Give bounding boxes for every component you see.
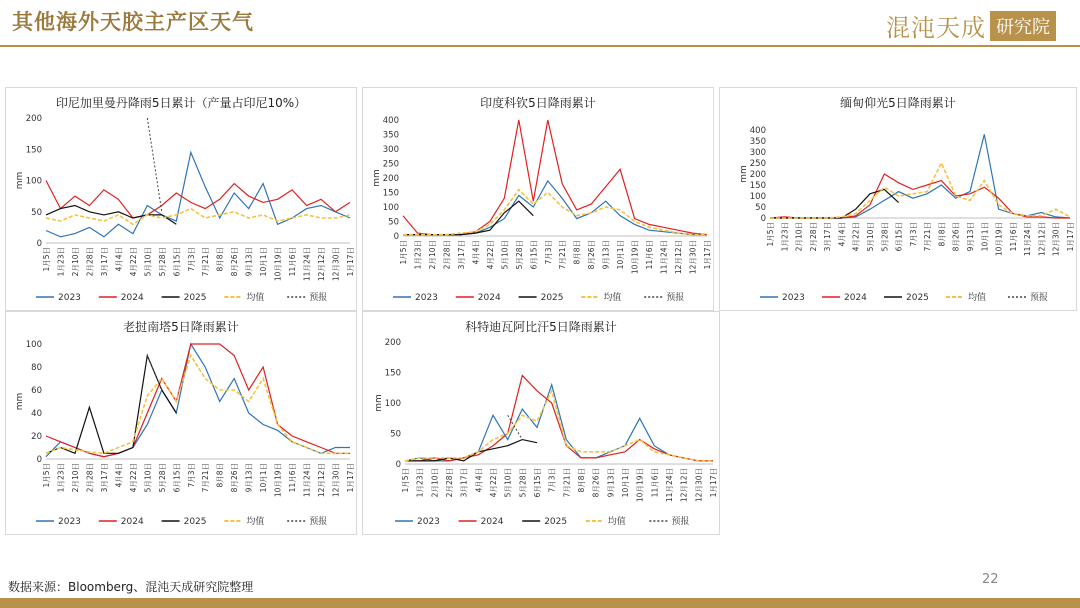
legend-label: 2023 <box>58 517 81 527</box>
x-tick-label: 7月3日 <box>908 222 918 247</box>
y-tick-label: 150 <box>384 368 401 379</box>
x-tick-label: 11月24日 <box>665 468 674 503</box>
y-tick-label: 0 <box>393 232 399 242</box>
series-line-2024 <box>46 344 350 457</box>
x-tick-label: 5月28日 <box>518 468 528 498</box>
page-title: 其他海外天胶主产区天气 <box>12 9 254 34</box>
x-tick-label: 1月5日 <box>42 247 51 272</box>
x-tick-label: 5月28日 <box>880 222 890 252</box>
x-tick-label: 11月6日 <box>645 240 655 270</box>
y-tick-label: 50 <box>390 429 401 440</box>
x-tick-label: 1月5日 <box>401 468 410 493</box>
x-tick-label: 10月19日 <box>635 468 645 503</box>
chart-title: 缅甸仰光5日降雨累计 <box>840 96 956 110</box>
legend-label: 2023 <box>58 293 81 303</box>
x-tick-label: 8月26日 <box>951 222 961 252</box>
x-tick-label: 3月17日 <box>456 240 466 270</box>
chart-title: 老挝南塔5日降雨累计 <box>123 320 239 334</box>
x-tick-label: 10月1日 <box>616 240 626 270</box>
x-tick-label: 1月17日 <box>709 468 718 498</box>
series-line-2023 <box>46 152 350 236</box>
legend-label: 2025 <box>544 517 568 527</box>
x-tick-label: 5月10日 <box>143 463 153 493</box>
x-tick-label: 10月19日 <box>273 463 283 498</box>
y-tick-label: 100 <box>749 192 766 202</box>
x-tick-label: 4月4日 <box>114 463 124 488</box>
x-tick-label: 8月8日 <box>215 247 225 272</box>
x-tick-label: 2月10日 <box>794 222 804 252</box>
series-line-2023 <box>770 134 1070 218</box>
legend-label: 2025 <box>540 293 564 303</box>
x-tick-label: 10月1日 <box>259 247 269 277</box>
legend-label: 2024 <box>120 293 144 303</box>
y-tick-label: 200 <box>749 170 766 180</box>
company-logo <box>886 8 1056 43</box>
x-tick-label: 1月5日 <box>42 463 51 488</box>
y-tick-label: 250 <box>749 159 766 169</box>
series-line-均值 <box>403 190 707 235</box>
y-tick-label: 60 <box>31 386 42 396</box>
x-tick-label: 1月23日 <box>780 222 790 252</box>
chart-svg <box>363 88 713 310</box>
x-tick-label: 6月15日 <box>529 240 539 270</box>
logo-text: 混沌天成 <box>886 14 986 42</box>
x-tick-label: 1月23日 <box>56 463 66 493</box>
x-tick-label: 4月4日 <box>471 240 481 265</box>
x-tick-label: 4月22日 <box>851 222 861 252</box>
x-tick-label: 1月5日 <box>399 240 408 265</box>
x-tick-label: 11月6日 <box>288 463 298 493</box>
y-tick-label: 0 <box>36 455 42 465</box>
x-tick-label: 11月24日 <box>302 463 312 498</box>
legend-label: 预报 <box>666 293 685 303</box>
legend-label: 预报 <box>309 517 328 527</box>
x-tick-label: 2月10日 <box>70 247 80 277</box>
x-tick-label: 10月1日 <box>621 468 630 498</box>
x-tick-label: 7月21日 <box>923 222 933 252</box>
x-tick-label: 8月26日 <box>230 463 240 493</box>
chart-svg <box>6 312 356 534</box>
x-tick-label: 7月3日 <box>186 247 196 272</box>
x-tick-label: 12月30日 <box>688 240 698 275</box>
x-tick-label: 2月28日 <box>445 468 454 498</box>
x-tick-label: 9月13日 <box>966 222 975 252</box>
x-tick-label: 2月10日 <box>427 240 437 270</box>
logo-box: 研究院 <box>990 11 1056 41</box>
legend-label: 2023 <box>782 293 805 303</box>
y-tick-label: 150 <box>25 145 42 156</box>
footer-bar <box>0 598 1080 608</box>
chart-panel-abidjan <box>362 311 720 535</box>
x-tick-label: 1月23日 <box>413 240 423 270</box>
y-tick-label: 100 <box>384 399 401 409</box>
x-tick-label: 12月12日 <box>679 468 689 503</box>
series-line-预报 <box>147 118 162 212</box>
x-tick-label: 12月12日 <box>674 240 684 275</box>
legend-label: 预报 <box>309 293 328 303</box>
x-tick-label: 5月10日 <box>500 240 510 270</box>
x-tick-label: 10月19日 <box>630 240 640 275</box>
x-tick-label: 5月28日 <box>157 247 167 277</box>
chart-panel-kalimantan <box>5 87 357 311</box>
series-line-2023 <box>46 344 350 457</box>
x-tick-label: 2月28日 <box>442 240 452 270</box>
x-tick-label: 12月12日 <box>1037 222 1047 257</box>
legend-label: 预报 <box>1030 293 1049 303</box>
legend-label: 2025 <box>906 293 929 303</box>
x-tick-label: 3月17日 <box>99 247 109 277</box>
y-tick-label: 100 <box>25 340 42 350</box>
x-tick-label: 7月21日 <box>562 468 572 498</box>
x-tick-label: 4月22日 <box>128 463 138 493</box>
y-tick-label: 0 <box>395 460 401 470</box>
x-tick-label: 9月13日 <box>244 463 254 493</box>
x-tick-label: 12月30日 <box>1051 222 1061 257</box>
x-tick-label: 5月28日 <box>514 240 524 270</box>
y-tick-label: 200 <box>25 114 42 124</box>
x-tick-label: 8月26日 <box>591 468 601 498</box>
legend-label: 均值 <box>603 293 622 303</box>
y-tick-label: 20 <box>31 432 42 442</box>
y-tick-label: 50 <box>755 203 766 213</box>
x-tick-label: 4月22日 <box>485 240 495 270</box>
x-tick-label: 4月4日 <box>837 222 847 247</box>
x-tick-label: 11月6日 <box>288 247 298 277</box>
x-tick-label: 2月10日 <box>70 463 80 493</box>
x-tick-label: 8月8日 <box>572 240 582 265</box>
x-tick-label: 7月3日 <box>547 468 557 493</box>
y-tick-label: 400 <box>749 126 766 136</box>
legend-label: 2025 <box>183 293 207 303</box>
x-tick-label: 12月30日 <box>331 463 341 498</box>
y-tick-label: 300 <box>749 148 766 158</box>
y-tick-label: 100 <box>25 176 42 187</box>
x-tick-label: 1月23日 <box>56 247 66 277</box>
y-tick-label: 350 <box>749 137 766 147</box>
x-tick-label: 1月5日 <box>766 222 775 247</box>
data-source-note: 数据来源：Bloomberg、混沌天成研究院整理 <box>8 580 254 594</box>
y-axis-label: mm <box>15 392 25 411</box>
legend-label: 均值 <box>968 293 987 303</box>
x-tick-label: 10月1日 <box>980 222 990 252</box>
x-tick-label: 12月12日 <box>317 247 327 282</box>
x-tick-label: 11月24日 <box>302 247 312 282</box>
legend-label: 2025 <box>183 517 207 527</box>
chart-svg <box>720 88 1076 310</box>
x-tick-label: 2月10日 <box>430 468 440 498</box>
x-tick-label: 5月28日 <box>157 463 167 493</box>
y-tick-label: 0 <box>36 239 42 249</box>
x-tick-label: 7月21日 <box>558 240 568 270</box>
chart-panel-yangon <box>719 87 1077 311</box>
x-tick-label: 1月17日 <box>703 240 712 270</box>
x-tick-label: 7月21日 <box>201 247 211 277</box>
header-divider <box>0 45 1080 47</box>
x-tick-label: 9月13日 <box>606 468 616 498</box>
x-tick-label: 7月3日 <box>543 240 553 265</box>
x-tick-label: 9月13日 <box>244 247 254 277</box>
page-number: 22 <box>982 572 999 587</box>
y-tick-label: 300 <box>382 145 399 155</box>
x-tick-label: 7月3日 <box>186 463 196 488</box>
y-tick-label: 40 <box>31 409 42 419</box>
x-tick-label: 12月12日 <box>317 463 327 498</box>
x-tick-label: 8月26日 <box>230 247 240 277</box>
chart-title: 科特迪瓦阿比汗5日降雨累计 <box>465 320 617 334</box>
y-tick-label: 150 <box>749 181 766 191</box>
series-line-2025 <box>46 356 176 454</box>
x-tick-label: 4月4日 <box>474 468 484 493</box>
x-tick-label: 6月15日 <box>533 468 542 498</box>
y-tick-label: 250 <box>382 159 399 170</box>
series-line-均值 <box>770 163 1070 218</box>
x-tick-label: 2月28日 <box>85 463 95 493</box>
legend-label: 预报 <box>671 517 690 527</box>
series-line-2025 <box>403 201 533 234</box>
x-tick-label: 1月17日 <box>346 463 355 493</box>
legend-label: 2024 <box>120 517 144 527</box>
legend-label: 2024 <box>477 293 501 303</box>
x-tick-label: 8月26日 <box>587 240 597 270</box>
y-tick-label: 80 <box>31 363 42 373</box>
x-tick-label: 4月22日 <box>128 247 138 277</box>
y-tick-label: 0 <box>760 214 766 224</box>
y-axis-label: mm <box>15 171 25 190</box>
chart-svg <box>363 312 719 534</box>
x-tick-label: 2月28日 <box>85 247 95 277</box>
x-tick-label: 1月23日 <box>415 468 425 498</box>
x-tick-label: 6月15日 <box>172 463 182 493</box>
y-tick-label: 400 <box>382 116 399 126</box>
x-tick-label: 7月21日 <box>201 463 211 493</box>
legend-label: 2023 <box>417 517 440 527</box>
series-line-均值 <box>46 356 350 454</box>
y-tick-label: 350 <box>382 130 399 141</box>
y-tick-label: 200 <box>382 174 399 184</box>
y-axis-label: mm <box>739 165 749 183</box>
x-tick-label: 6月15日 <box>894 222 904 252</box>
chart-panel-luang-namtha <box>5 311 357 535</box>
y-tick-label: 50 <box>31 207 42 218</box>
x-tick-label: 12月30日 <box>694 468 704 503</box>
x-tick-label: 11月6日 <box>1008 222 1018 252</box>
x-tick-label: 3月17日 <box>823 222 833 252</box>
x-tick-label: 6月15日 <box>172 247 182 277</box>
series-line-均值 <box>46 209 350 225</box>
x-tick-label: 10月19日 <box>994 222 1004 257</box>
x-tick-label: 2月28日 <box>808 222 818 252</box>
x-tick-label: 10月1日 <box>259 463 269 493</box>
x-tick-label: 3月17日 <box>459 468 469 498</box>
legend-label: 均值 <box>246 517 265 527</box>
y-tick-label: 200 <box>384 338 401 348</box>
legend-label: 2024 <box>480 517 504 527</box>
x-tick-label: 5月10日 <box>503 468 513 498</box>
chart-title: 印尼加里曼丹降雨5日累计（产量占印尼10%） <box>55 96 307 110</box>
chart-title: 印度科钦5日降雨累计 <box>480 96 596 110</box>
x-tick-label: 11月24日 <box>1023 222 1033 257</box>
legend-label: 均值 <box>607 517 626 527</box>
y-axis-label: mm <box>372 169 382 187</box>
x-tick-label: 3月17日 <box>99 463 109 493</box>
legend-label: 均值 <box>246 293 265 303</box>
x-tick-label: 5月10日 <box>143 247 153 277</box>
legend-label: 2024 <box>844 293 867 303</box>
legend-label: 2023 <box>415 293 438 303</box>
x-tick-label: 10月19日 <box>273 247 283 282</box>
x-tick-label: 8月8日 <box>577 468 586 493</box>
y-tick-label: 150 <box>382 188 399 199</box>
x-tick-label: 1月17日 <box>346 247 355 277</box>
x-tick-label: 4月4日 <box>114 247 124 272</box>
chart-svg <box>6 88 356 310</box>
x-tick-label: 5月10日 <box>866 222 875 252</box>
x-tick-label: 9月13日 <box>601 240 611 270</box>
x-tick-label: 12月30日 <box>331 247 341 282</box>
series-line-2024 <box>403 120 707 235</box>
x-tick-label: 8月8日 <box>937 222 947 247</box>
x-tick-label: 11月6日 <box>650 468 660 498</box>
y-tick-label: 100 <box>382 203 399 213</box>
x-tick-label: 1月17日 <box>1066 222 1075 252</box>
chart-panel-kochi <box>362 87 714 311</box>
x-tick-label: 4月22日 <box>489 468 498 498</box>
y-axis-label: mm <box>374 394 384 412</box>
x-tick-label: 8月8日 <box>215 463 225 488</box>
y-tick-label: 50 <box>388 217 399 228</box>
x-tick-label: 11月24日 <box>659 240 669 275</box>
